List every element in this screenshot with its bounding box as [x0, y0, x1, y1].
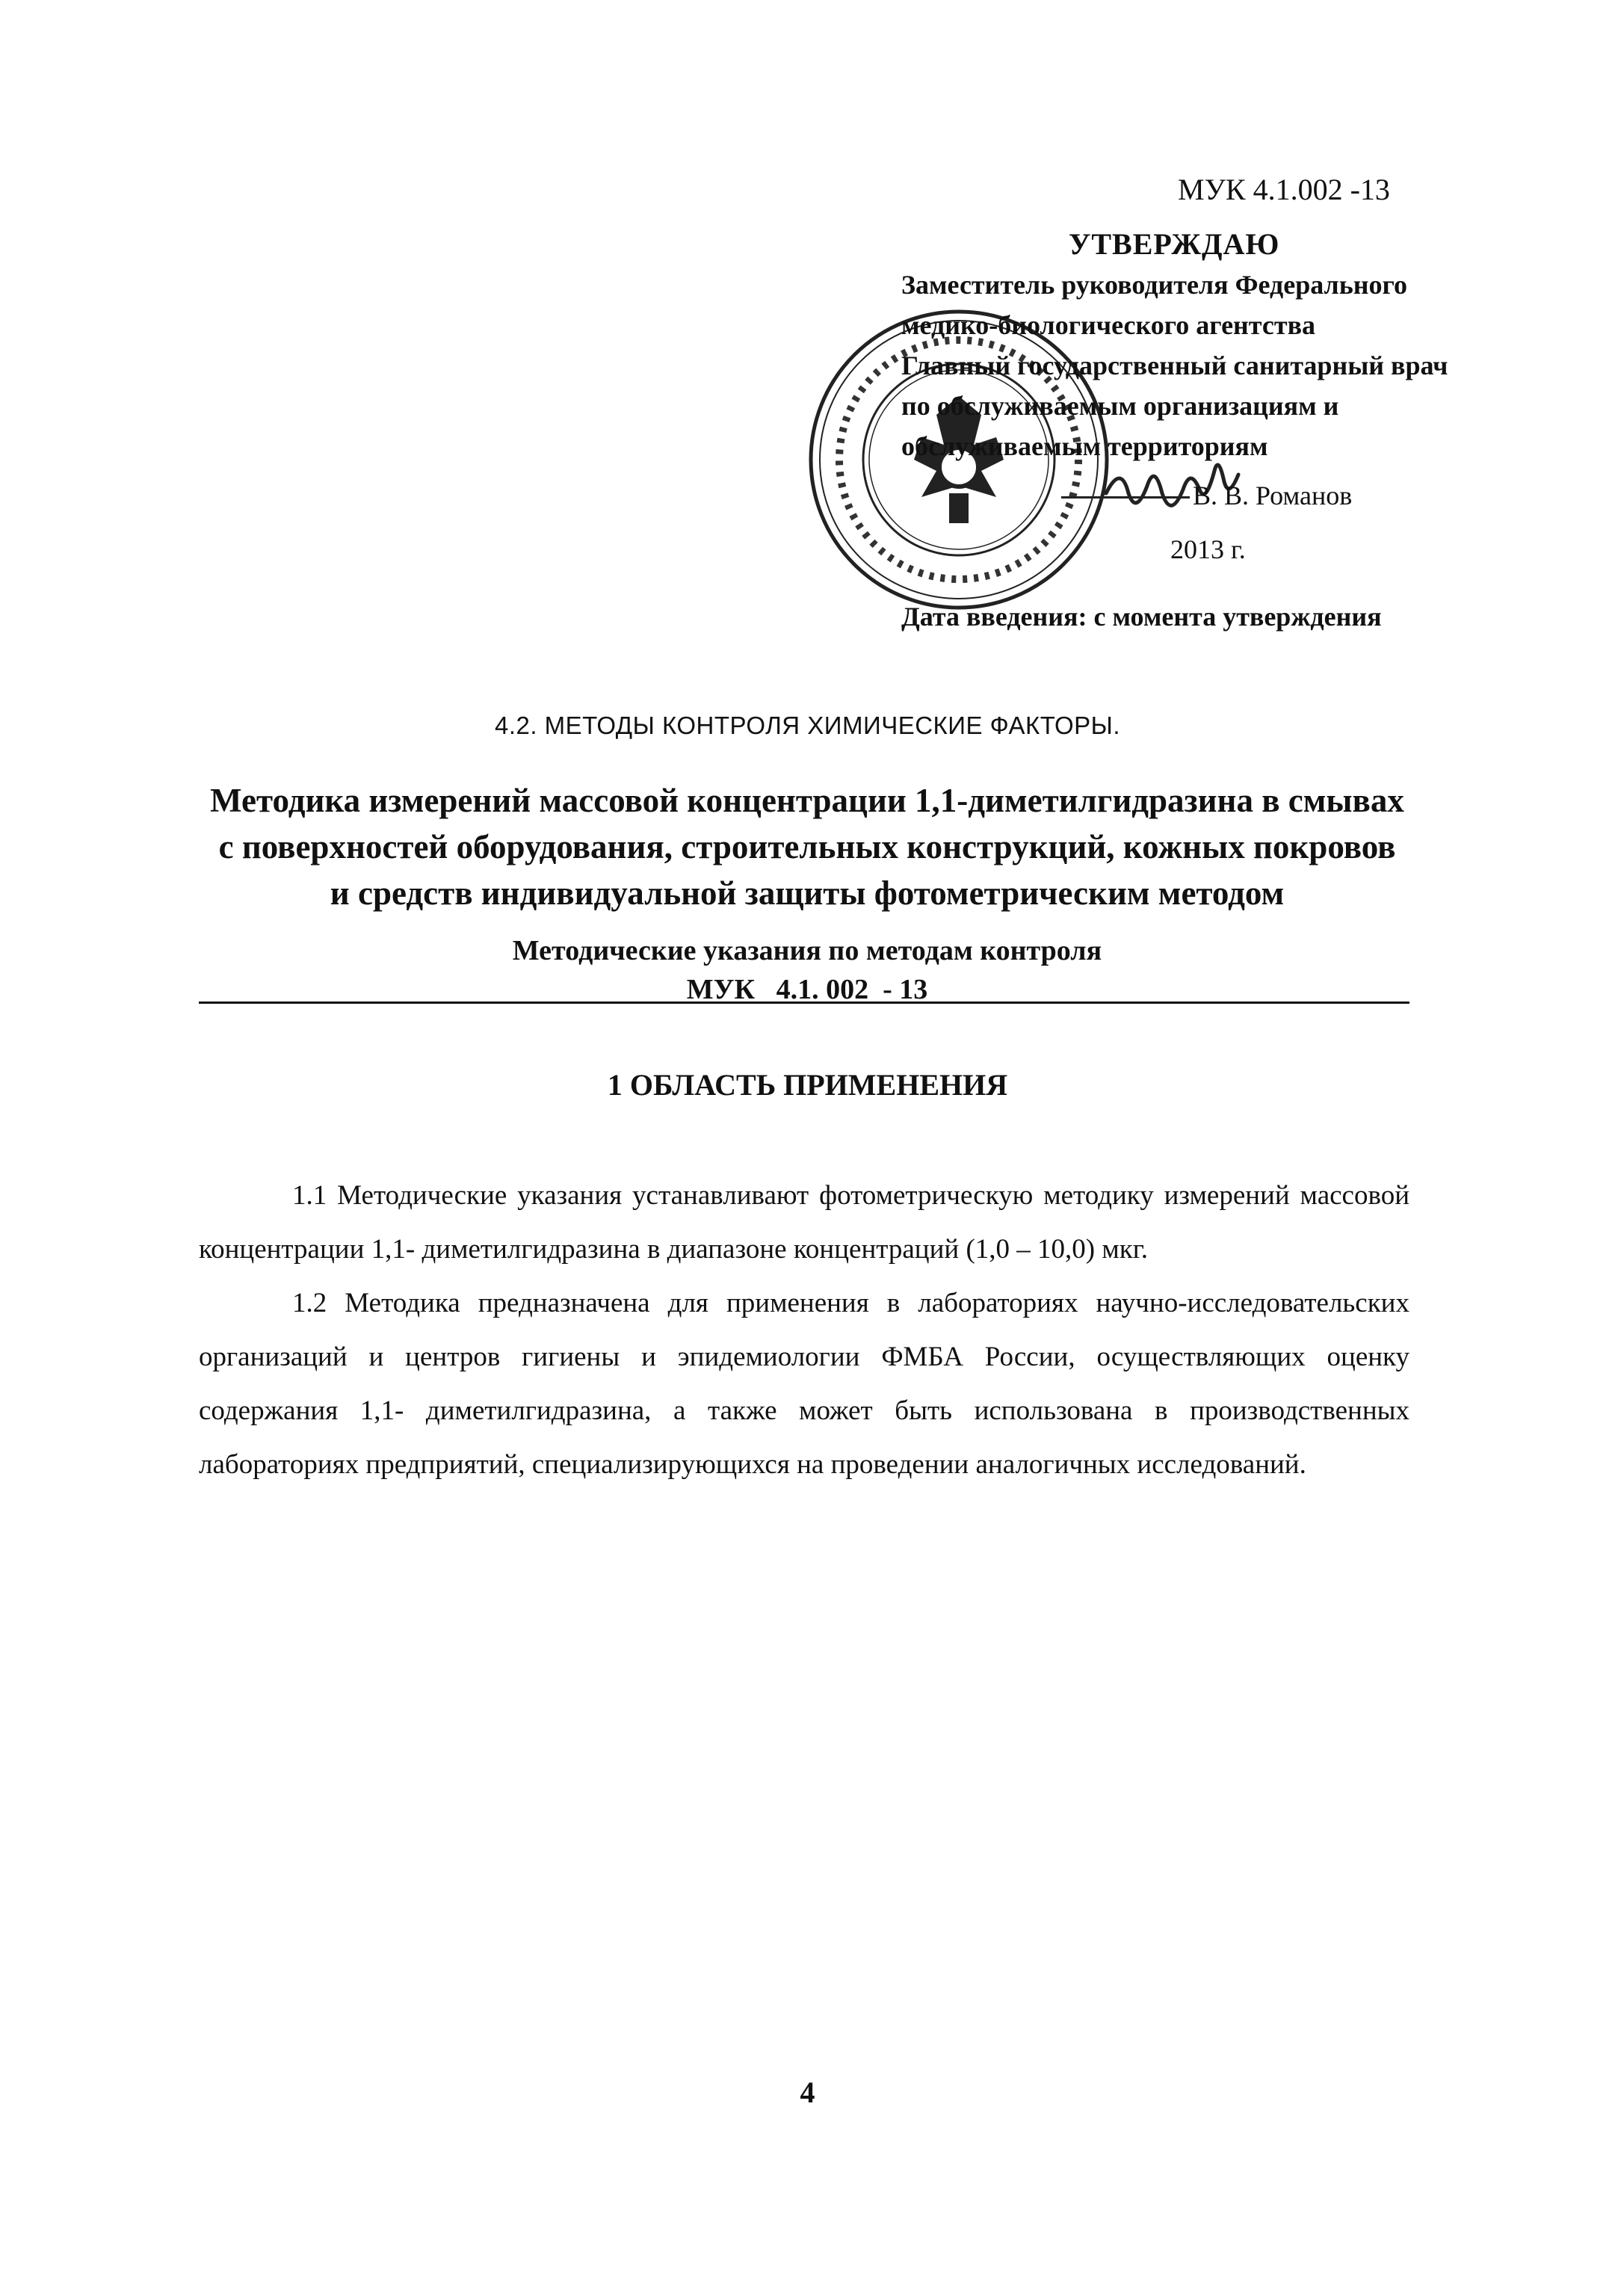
horizontal-rule — [199, 1002, 1409, 1004]
guideline-type: Методические указания по методам контроля — [512, 935, 1102, 966]
document-title — [149, 777, 1465, 916]
paragraph-1-1: 1.1 Методические указания устанавливают фотометрическую методику измерений массовой концентрации 1,1- диметилгидразина в диапазоне концентраций (1,0 – 10,0) мкг. — [199, 1180, 1409, 1265]
title-line: с поверхностей оборудования, строительных конструкций, кожных покровов — [218, 828, 1396, 865]
approval-line: Заместитель руководителя Федерального — [901, 270, 1407, 300]
approval-line: Главный государственный санитарный врач — [901, 351, 1448, 380]
approval-date: 2013 г. — [1170, 534, 1246, 564]
approval-line: медико-биологического агентства — [901, 310, 1316, 340]
title-line: Методика измерений массовой концентрации 1,1-диметилгидразина в смывах — [210, 782, 1404, 819]
approval-signer: В. В. Романов — [1193, 481, 1353, 510]
title-line: и средств индивидуальной защиты фотометрическим методом — [330, 874, 1285, 912]
introduction-date: Дата введения: с момента утверждения — [901, 602, 1382, 632]
paragraph-1-2: 1.2 Методика предназначена для применения в лабораториях научно-исследовательских организаций и центров гигиены и эпидемиологии ФМБА России, осуществляющих оценку содержания 1,1- диметилгидразина, а также может быть использована в производственных лабораториях предприятий, специализирующихся на проведении аналогичных исследований. — [199, 1288, 1409, 1480]
approval-title: УТВЕРЖДАЮ — [1069, 227, 1280, 261]
guideline-block — [149, 931, 1465, 1009]
page-number: 4 — [800, 2076, 815, 2109]
section-header: 4.2. МЕТОДЫ КОНТРОЛЯ ХИМИЧЕСКИЕ ФАКТОРЫ. — [494, 712, 1121, 739]
scope-heading: 1 ОБЛАСТЬ ПРИМЕНЕНИЯ — [607, 1068, 1008, 1102]
approval-block — [901, 224, 1499, 637]
approval-line: по обслуживаемым организациям и — [901, 391, 1339, 421]
document-code: МУК 4.1.002 -13 — [1178, 173, 1390, 206]
approval-line: обслуживаемым территориям — [901, 431, 1268, 461]
guideline-code: МУК 4.1. 002 - 13 — [686, 974, 928, 1005]
